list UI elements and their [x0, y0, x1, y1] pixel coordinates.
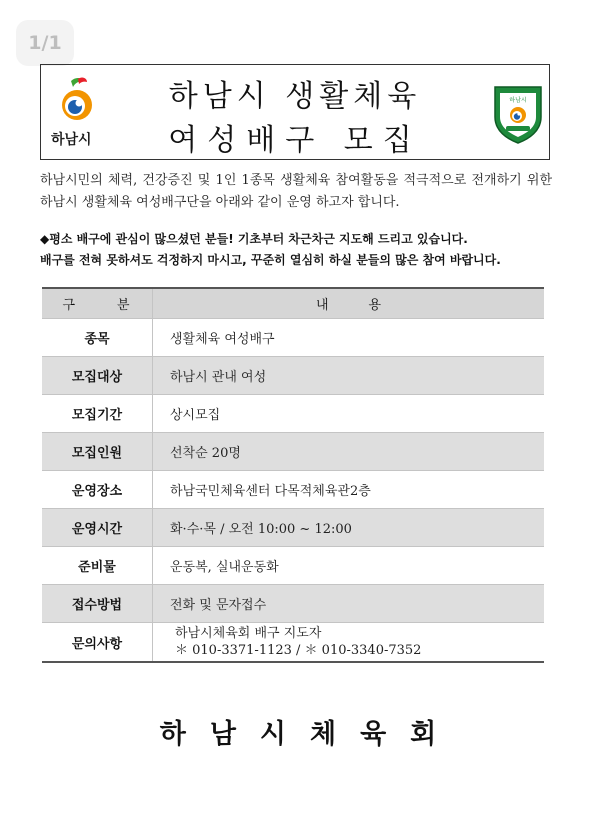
row-label: 모집인원 — [42, 433, 153, 471]
title-line-2: 여성배구 모집 — [168, 123, 422, 158]
row-label: 운영시간 — [42, 509, 153, 547]
row-value: 상시모집 — [153, 395, 545, 433]
row-label: 문의사항 — [42, 623, 153, 663]
row-label: 접수방법 — [42, 585, 153, 623]
recruitment-info-table — [42, 287, 544, 663]
notice-line-1: ◆평소 배구에 관심이 많으셨던 분들! 기초부터 차근차근 지도해 드리고 있습니다. — [40, 232, 468, 246]
table-row — [42, 357, 544, 395]
title-line-1: 하남시 생활체육 — [168, 79, 422, 114]
table-row — [42, 509, 544, 547]
row-value: 운동복, 실내운동화 — [153, 547, 545, 585]
logo-city-name: 하남시 — [51, 132, 92, 148]
header-category-char-1: 구 — [62, 298, 77, 313]
row-label: 모집기간 — [42, 395, 153, 433]
footer-organization: 하남시체육회 — [159, 719, 461, 750]
row-value: 선착순 20명 — [153, 433, 545, 471]
header-content — [153, 288, 545, 319]
table-row — [42, 623, 544, 663]
table-row — [42, 433, 544, 471]
row-value: 화·수·목 / 오전 10:00 ~ 12:00 — [153, 509, 545, 547]
table-row — [42, 395, 544, 433]
header-content-char-2: 용 — [368, 298, 382, 313]
notice-line-2: 배구를 전혀 못하셔도 걱정하지 마시고, 꾸준히 열심히 하실 분들의 많은 참여 바랍니다. — [40, 253, 501, 267]
row-label: 모집대상 — [42, 357, 153, 395]
table-header-row — [42, 288, 544, 319]
header-category-char-2: 분 — [117, 298, 132, 313]
row-value: 하남국민체육센터 다목적체육관2층 — [153, 471, 545, 509]
intro-paragraph: 하남시민의 체력, 건강증진 및 1인 1종목 생활체육 참여활동을 적극적으로 전개하기 위한 하남시 생활체육 여성배구단을 아래와 같이 운영 하고자 합니다. — [40, 173, 552, 210]
row-label: 운영장소 — [42, 471, 153, 509]
page-indicator: 1/1 — [16, 20, 74, 66]
row-value: 하남시 관내 여성 — [153, 357, 545, 395]
contact-name: 하남시체육회 배구 지도자 — [175, 626, 322, 641]
sports-council-emblem — [491, 83, 545, 145]
row-label: 준비물 — [42, 547, 153, 585]
table-row — [42, 319, 544, 357]
shield-emblem-icon — [491, 83, 545, 145]
header-box — [40, 64, 550, 160]
table-row — [42, 585, 544, 623]
table-row — [42, 471, 544, 509]
contact-phones: ＊ 010-3371-1123 / ＊ 010-3340-7352 — [175, 643, 422, 658]
row-label: 종목 — [42, 319, 153, 357]
header-category — [42, 288, 153, 319]
table-row — [42, 547, 544, 585]
header-content-char-1: 내 — [315, 298, 329, 313]
row-value: 생활체육 여성배구 — [153, 319, 545, 357]
row-value: 전화 및 문자접수 — [153, 585, 545, 623]
row-value — [153, 623, 545, 663]
emblem-text: 하남시 — [509, 97, 527, 104]
notice-block — [40, 229, 560, 271]
